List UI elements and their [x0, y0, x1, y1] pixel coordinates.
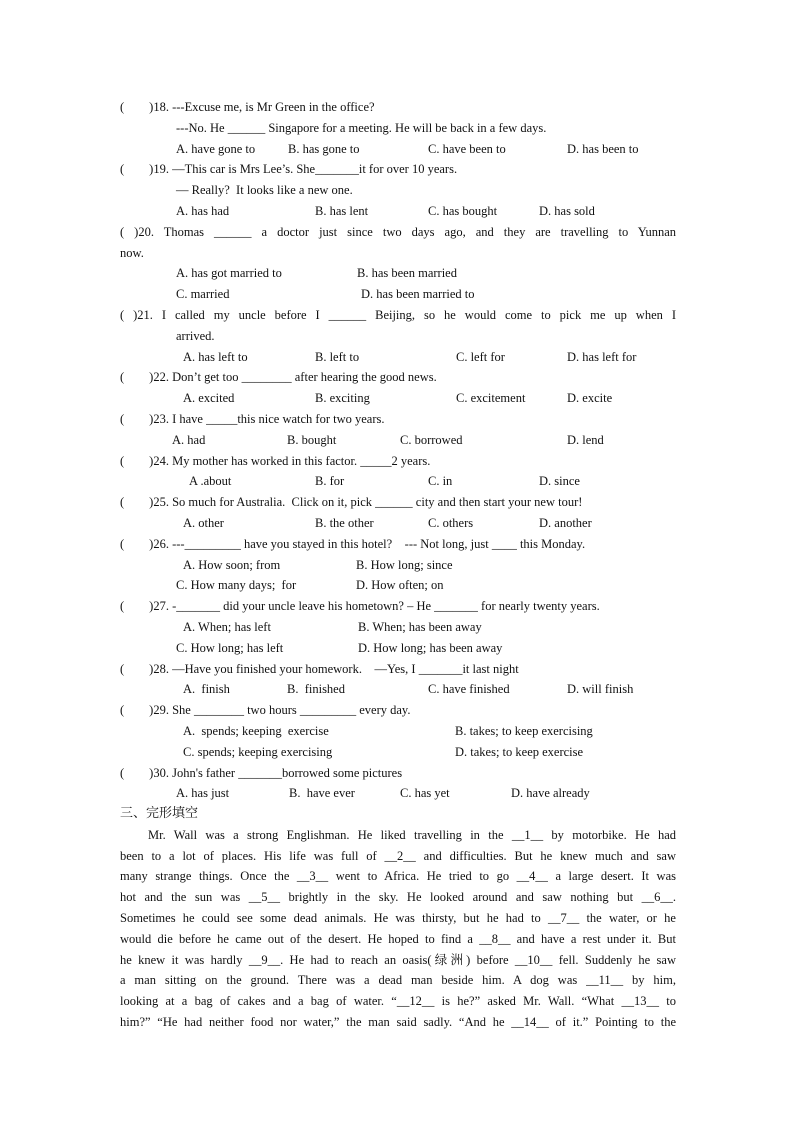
- question-20-stem-line1: ( )20. Thomas ______ a doctor just since two days ago, and they are travelling to Yunnan: [120, 224, 676, 239]
- question-26-options-row1: [120, 555, 676, 576]
- option-b: B. has been married: [357, 266, 457, 281]
- option-b: B. for: [315, 474, 345, 489]
- question-27-options-row1: [120, 617, 676, 638]
- option-c: C. has bought: [428, 203, 498, 218]
- passage-line: looking at a bag of cakes and a bag of water. “__12__ is he?” asked Mr. Wall. “What __13__ to: [120, 994, 676, 1009]
- option-b: B. When; has been away: [358, 619, 482, 634]
- option-a: A. How soon; from: [183, 557, 281, 572]
- option-c: C. married: [176, 287, 230, 302]
- option-b: B. How long; since: [356, 557, 453, 572]
- option-d: D. lend: [567, 432, 604, 447]
- passage-line: a man sitting on the ground. There was a dead man beside him. A dog was __11__ by him,: [120, 973, 676, 988]
- question-29-options-row1: [120, 721, 676, 742]
- passage-line: would die before he came out of the desert. He hoped to find a __8__ and have a rest under it. But: [120, 931, 676, 946]
- option-c: C. others: [428, 515, 474, 530]
- option-b: B. bought: [287, 432, 337, 447]
- option-d: D. has sold: [539, 203, 595, 218]
- question-20-stem-line2: now.: [120, 245, 144, 260]
- question-19-stem: ( )19. —This car is Mrs Lee’s. She_______it for over 10 years.: [120, 162, 458, 177]
- option-a: A. has got married to: [176, 266, 282, 281]
- option-c: C. spends; keeping exercising: [183, 744, 333, 759]
- option-b: B. exciting: [315, 391, 370, 406]
- passage-line: been to a lot of places. His life was full of __2__ and difficulties. But he knew much and saw: [120, 848, 676, 863]
- option-c: C. in: [428, 474, 453, 489]
- option-c: C. excitement: [456, 391, 526, 406]
- option-c: C. has yet: [400, 786, 450, 801]
- option-b: B. have ever: [289, 786, 355, 801]
- question-25-stem: ( )25. So much for Australia. Click on it, pick ______ city and then start your new tour!: [120, 495, 583, 510]
- passage-line: many strange things. Once the __3__ went to Africa. He tried to go __4__ a large desert. It was: [120, 869, 676, 884]
- question-28-stem: ( )28. —Have you finished your homework. —Yes, I _______it last night: [120, 661, 519, 676]
- option-c: C. have finished: [428, 682, 510, 697]
- passage-line: him?” “He had neither food nor water,” the man said sadly. “And he __14__ of it.” Pointing to the: [120, 1015, 676, 1030]
- option-c: C. have been to: [428, 141, 506, 156]
- section-title: 三、完形填空: [120, 806, 199, 822]
- question-21-stem-line2: arrived.: [176, 328, 215, 343]
- question-21-stem-line1: ( )21. I called my uncle before I ______ Beijing, so he would come to pick me up when I: [120, 307, 676, 322]
- option-b: B. the other: [315, 515, 374, 530]
- question-26-options-row2: [120, 575, 676, 596]
- option-d: D. has been to: [567, 141, 639, 156]
- option-a: A. had: [172, 432, 206, 447]
- option-a: A. When; has left: [183, 619, 271, 634]
- question-18-options: [120, 139, 676, 160]
- question-29-options-row2: [120, 742, 676, 763]
- option-a: A. has just: [176, 786, 230, 801]
- question-30-stem: ( )30. John's father _______borrowed some pictures: [120, 765, 403, 780]
- question-19-sub: — Really? It looks like a new one.: [176, 183, 353, 198]
- question-30-options: [120, 783, 676, 804]
- option-b: B. takes; to keep exercising: [455, 723, 593, 738]
- option-b: B. finished: [287, 682, 345, 697]
- option-b: B. left to: [315, 349, 360, 364]
- option-d: D. another: [539, 515, 592, 530]
- option-c: C. How many days; for: [176, 578, 297, 593]
- passage-line: he knew it was hardly __9__. He had to reach an oasis(绿洲) before __10__ fell. Suddenly he saw: [120, 952, 676, 967]
- question-22-stem: ( )22. Don’t get too ________ after hearing the good news.: [120, 370, 437, 385]
- question-24-stem: ( )24. My mother has worked in this factor. _____2 years.: [120, 453, 431, 468]
- question-22-options: [120, 388, 676, 409]
- option-d: D. since: [539, 474, 580, 489]
- option-c: C. left for: [456, 349, 505, 364]
- question-27-stem: ( )27. -_______ did your uncle leave his hometown? – He _______ for nearly twenty years.: [120, 599, 600, 614]
- option-d: D. takes; to keep exercise: [455, 744, 584, 759]
- option-a: A. other: [183, 515, 224, 530]
- option-b: B. has lent: [315, 203, 369, 218]
- question-21-options: [120, 347, 676, 368]
- option-d: D. will finish: [567, 682, 634, 697]
- passage-line: hot and the sun was __5__ brightly in the sky. He looked around and saw nothing but __6__.: [120, 890, 676, 905]
- passage-line: Sometimes he could see some dead animals. He was thirsty, but he had to __7__ the water, or he: [120, 911, 676, 926]
- option-a: A. excited: [183, 391, 235, 406]
- option-c: C. borrowed: [400, 432, 463, 447]
- passage-line: Mr. Wall was a strong Englishman. He liked travelling in the __1__ by motorbike. He had: [148, 827, 676, 842]
- option-a: A. has had: [176, 203, 230, 218]
- worksheet-page: [120, 97, 676, 1033]
- option-d: D. have already: [511, 786, 590, 801]
- option-a: A .about: [189, 474, 232, 489]
- question-28-options: [120, 679, 676, 700]
- option-a: A. has left to: [183, 349, 248, 364]
- question-23-stem: ( )23. I have _____this nice watch for two years.: [120, 411, 385, 426]
- option-a: A. finish: [183, 682, 230, 697]
- option-d: D. has left for: [567, 349, 637, 364]
- option-d: D. has been married to: [361, 287, 475, 302]
- question-20-options-row1: [120, 263, 676, 284]
- question-24-options: [120, 471, 676, 492]
- option-a: A. have gone to: [176, 141, 256, 156]
- question-20-options-row2: [120, 284, 676, 305]
- question-29-stem: ( )29. She ________ two hours _________ every day.: [120, 703, 411, 718]
- question-19-options: [120, 201, 676, 222]
- option-d: D. How often; on: [356, 578, 444, 593]
- option-d: D. excite: [567, 391, 613, 406]
- question-18-sub: ---No. He ______ Singapore for a meeting. He will be back in a few days.: [176, 120, 547, 135]
- question-26-stem: ( )26. ---_________ have you stayed in this hotel? --- Not long, just ____ this Monday.: [120, 536, 586, 551]
- question-25-options: [120, 513, 676, 534]
- option-d: D. How long; has been away: [358, 640, 503, 655]
- option-b: B. has gone to: [288, 141, 360, 156]
- question-23-options: [120, 430, 676, 451]
- option-a: A. spends; keeping exercise: [183, 723, 329, 738]
- question-27-options-row2: [120, 638, 676, 659]
- option-c: C. How long; has left: [176, 640, 284, 655]
- question-18-stem: ( )18. ---Excuse me, is Mr Green in the office?: [120, 100, 375, 114]
